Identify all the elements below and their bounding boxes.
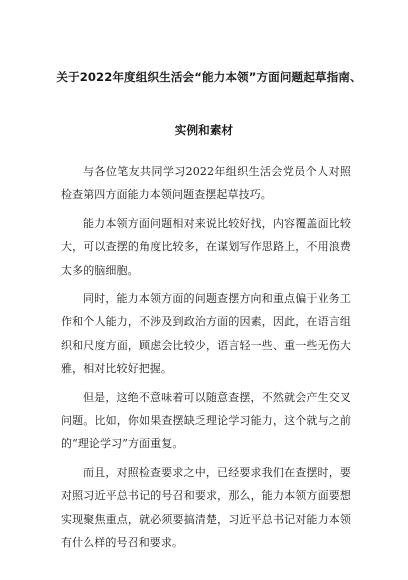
document-title-line-1: 关于2022年度组织生活会“能力本领”方面问题起草指南、 (56, 70, 362, 84)
paragraph-intro: 与各位笔友共同学习2022年组织生活会党员个人对照检查第四方面能力本领问题查摆起草技巧。 (61, 165, 351, 202)
document-title-line-2: 实例和素材 (174, 123, 234, 137)
document-body (61, 160, 351, 560)
paragraph-requirements: 而且，对照检查要求之中，已经要求我们在查摆时，要对照习近平总书记的号召和要求，那么，能力本领方面要想实现聚焦重点，就必须要搞清楚，习近平总书记对能力本领有什么样的号召和要求。 (61, 465, 351, 550)
paragraph-direction: 同时，能力本领方面的问题查摆方向和重点偏于业务工作和个人能力，不涉及到政治方面的因素，因此，在语言组织和尺度方面，顾虑会比较少，语言轻一些、重一些无伤大雅，相对比较好把握。 (61, 292, 351, 376)
paragraph-scope: 能力本领方面问题相对来说比较好找，内容覆盖面比较大，可以查摆的角度比较多，在谋划写作思路上，不用浪费太多的脑细胞。 (61, 216, 351, 277)
paragraph-caution: 但是，这绝不意味着可以随意查摆，不然就会产生交叉问题。比如，你如果查摆缺乏理论学习能力，这个就与之前的“理论学习”方面重复。 (61, 390, 351, 451)
